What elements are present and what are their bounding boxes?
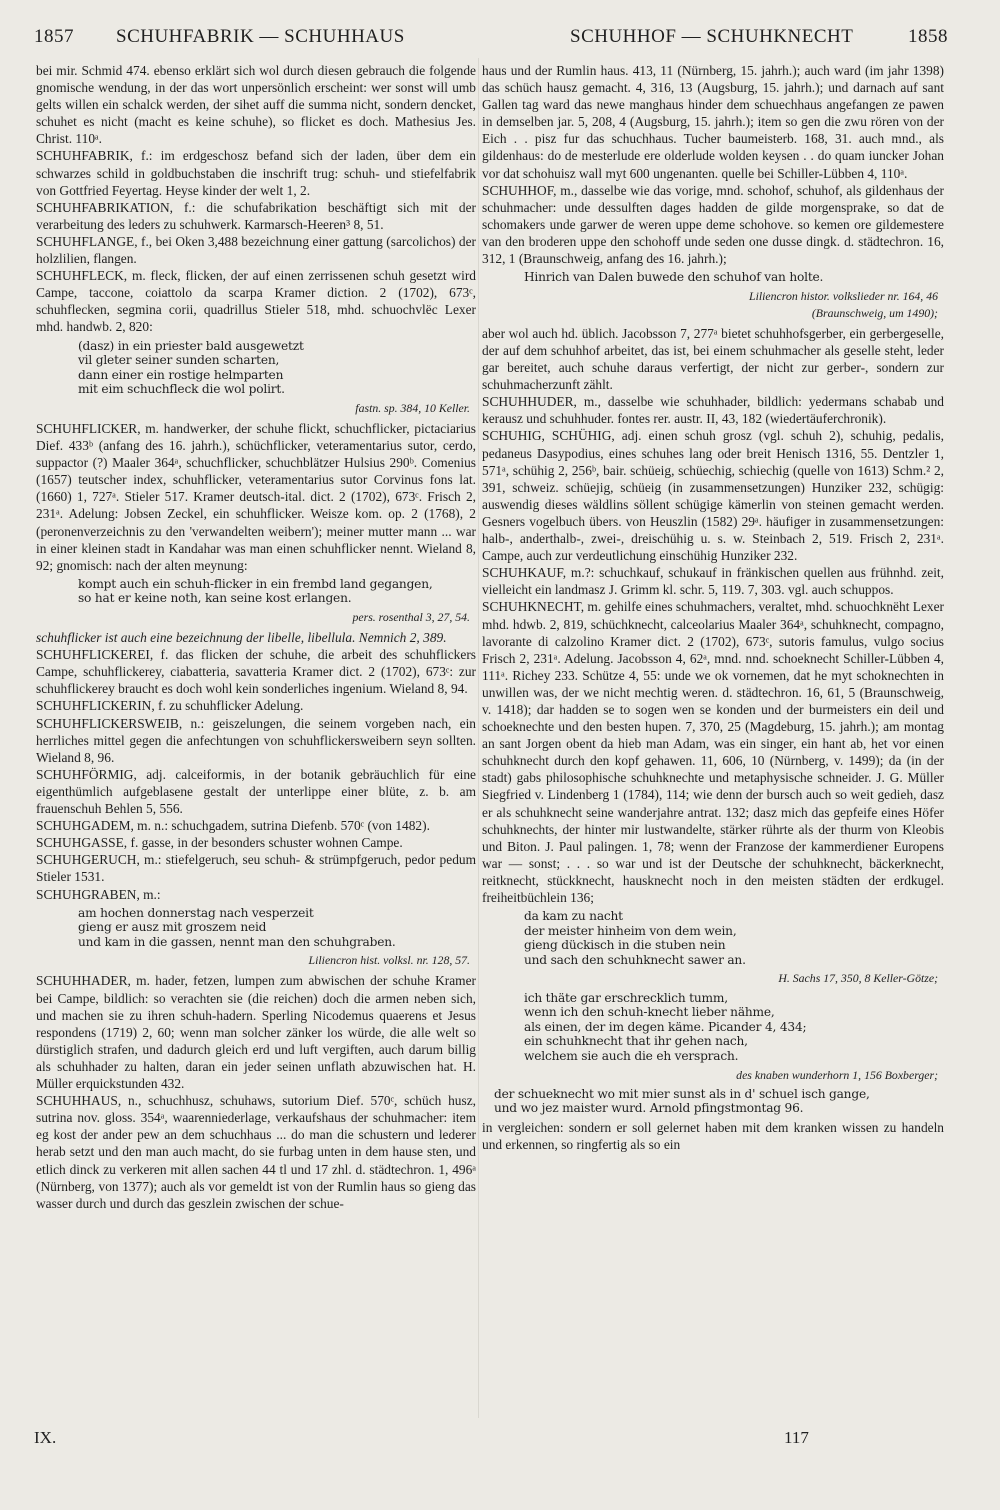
entry-text: bei mir. Schmid 474. ebenso erklärt sich wol durch diesen gebrauch die folgende gnomische wendung, in der das wort unpersönlich erscheint: wer sonst will umb gelts willen ein schalck werden, der sihet auff die summa nicht, sondern dencket, schuhet es nicht (macht es keine schuhe), so flicket es doch. Mathesius Jes. Christ. 110ᵃ. [36,63,476,147]
entry-schuhfoermig: SCHUHFÖRMIG, adj. calceiformis, in der botanik gebräuchlich für eine eigenthümlich aufgeblasene gestalt der unterlippe einer blüte, z. b. am frauenschuh Behlen 5, 556. [36,766,476,817]
entry-text: schuhflicker ist auch eine bezeichnung der libelle, libellula. Nemnich 2, 389. [36,630,447,646]
entry-schuhhaus: SCHUHHAUS, n., schuchhusz, schuhaws, sutorium Dief. 570ᶜ, schüch husz, sutrina nov. gloss. 354ᵃ, waarenniederlage, verkaufshaus der schuhmacher: item eg kost der ander pew an dem schuchhaus ... do man die schustern und lederer herab setzt und den man auch macht, do sie furbag unten in dem hause sten, und etlich dinck zu verkeren mit allen sachen 44 tl und 17 zhl. d. städtechron. 1, 496ᵃ (Nürnberg, von 1377); auch als vor gemeldt ist von der Rumlin haus so gieng das wasser durch und durch das geszlein zwischen der schue- [36,1093,476,1211]
page-number-left: 1857 [34,26,74,47]
entry-schuhfabrik: SCHUHFABRIK, f.: im erdgeschosz befand sich der laden, über dem ein schwarzes schild in goldbuchstaben die inschrift trug: schuh- und stiefelfabrik von Gottfried Feyertag. Heyse kinder der welt 1, 2. [36,148,476,198]
running-header [34,26,948,56]
quote-source: H. Sachs 17, 350, 8 Keller-Götze; [778,971,938,986]
entry-schuhflange: SCHUHFLANGE, f., bei Oken 3,488 bezeichnung einer gattung (sarcolichos) der holzlilien, flangen. [36,233,476,267]
verse-quote: kompt auch ein schuh-flicker in ein frembd land gegangen, so hat er keine noth, kan seine kost erlangen. [78,576,433,606]
sheet-number: 117 [784,1428,809,1447]
verse-quote: (dasz) in ein priester bald ausgewetzt vil gleter seiner sunden scharten, dann einer ein rostige helmparten mit eim schuchfleck die wol polirt. [78,338,304,397]
entry-text: in vergleichen: sondern er soll gelernet haben mit dem kranken wissen zu handeln und erkennen, so ringfertig als so ein [482,1119,944,1152]
entry-schuhfabrikation: SCHUHFABRIKATION, f.: die schufabrikation beschäftigt sich mit der verarbeitung des leders zu schuhwerk. Karmarsch-Heeren³ 8, 51. [36,199,476,232]
verse-quote: ich thäte gar erschrecklich tumm, wenn ich den schuh-knecht lieber nähme, als einen, der im degen käme. Picander 4, 434; ein schuhknecht that ihr gehen nach, welchem sie auch die eh versprach. [524,990,807,1063]
entry-schuhhuder: SCHUHHUDER, m., dasselbe wie schuhhader, bildlich: yedermans schabab und kerausz und schuhhuder. fontes rer. austr. II, 43, 182 (wiedertäuferchronik). [482,394,944,427]
verse-quote: am hochen donnerstag nach vesperzeit gieng er ausz mit groszem neid und kam in die gassen, nennt man den schuhgraben. [78,905,396,949]
quote-source: fastn. sp. 384, 10 Keller. [355,400,470,415]
right-column [482,62,944,1442]
entry-schuhknecht: SCHUHKNECHT, m. gehilfe eines schuhmachers, veraltet, mhd. schuochknëht Lexer mhd. hdwb. 2, 819, schüchknecht, calceolarius Maaler 364ᵃ, schuhknecht, compagno, lavorante di calzolino Kramer dict. 2 (1702), 673ᶜ, sutoris famulus, vulgo socius Frisch 2, 231ᵃ. Adelung. Jacobsson 4, 62ᵃ, mnd. nnd. schoeknecht Schiller-Lübben 4, 111ᵃ. Richey 233. Schütze 4, 55: unde we ok vornemen, dat he myt schoknechten in unwillen was, der we nicht mechtig weren. d. städtechron. 16, 61, 5 (Braunschweig, v. 1418); dar hadden se to sogen wen se konden und der burmeisters ein deil und schoeknechte und den besten hupen. 7, 370, 25 (Magdeburg, 15. jahrh.); am montag an sant Jorgen obent da hieb man Adam, was ein singer, ein hant ab, het vor einen schuhknecht durch den kopf gehawen. 11, 606, 10 (Nürnberg, v. 1499); da (in der stadt) gabs philosophische schuhknechte und metaphysische schneider. J. G. Müller Siegfried v. Lindenberg 1 (1784), 114; wie denn der bursch auch so weit gedieh, dasz er als schuhknecht seine wanderjahre antrat. 132; dasz mich das gepfeife eines Höfer schuhknechts, der hinter mir lustwandelte, stärker rührte als der thurm von Kleobis und Biton. J. Paul palingen. 1, 78; wenn der Franzose der kammerdiener Europens war — sonst; . . . so war und ist der Deutsche der schuhknecht, bäckerknecht, reitknecht, stückknecht, hausknecht noch in den meisten städten der erdkugel. freiheitbüchlein 136; [482,599,944,905]
quote-source: pers. rosenthal 3, 27, 54. [352,610,470,624]
entry-text: haus und der Rumlin haus. 413, 11 (Nürnberg, 15. jahrh.); auch ward (im jahr 1398) das schüch hausz gemacht. 4, 316, 13 (Augsburg, 15. jahrh.); und darnach auf sant Gallen tag ward das newe manghaus hinder dem schuechhaus angefangen ze pawen in demselben jar. 5, 208, 4 (Augsburg, 15. jahrh.); item so gen die zwu rören von der Eich . . pisz fur das schuchhaus. Tucher baumeisterb. 168, 31. auch mnd., als gildenhaus: do de mesterlude ere olderlude wolden keysen . . do quam iuncker Johan vor dat schohuisz wall myt 600 ungenanten. quelle bei Schiller-Lübben 4, 110ᵃ. [482,63,944,181]
entry-schuhfleck: SCHUHFLECK, m. fleck, flicken, der auf einen zerrissenen schuh gesetzt wird Campe, taccone, coiattolo da scarpa Kramer diction. 2 (1702), 673ᶜ, schuhflecken, segmina corii, quadrillus Stieler 518, mhd. schuochvlëc Lexer mhd. handwb. 2, 820: [36,268,476,335]
entry-schuhgeruch: SCHUHGERUCH, m.: stiefelgeruch, seu schuh- & strümpfgeruch, pedor pedum Stieler 1531. [36,852,476,885]
quote-source: des knaben wunderhorn 1, 156 Boxberger; [736,1067,938,1082]
entry-schuhflickersweib: SCHUHFLICKERSWEIB, n.: geiszelungen, die seinem vorgeben nach, ein herrliches mittel gegen die anfechtungen von schuhflickersweibern seyn sollten. Wieland 8, 96. [36,715,476,765]
entry-schuhflickerin: SCHUHFLICKERIN, f. zu schuhflicker Adelung. [36,698,304,714]
column-divider [478,58,479,1418]
verse-quote: Hinrich van Dalen buwede den schuhof van holte. [524,270,824,285]
left-column [36,62,476,1442]
quote-source: Liliencron histor. volkslieder nr. 164, 46 (Braunschweig, um 1490); [749,288,938,320]
entry-schuhkauf: SCHUHKAUF, m.?: schuchkauf, schukauf in fränkischen quellen aus frühnhd. zeit, vielleicht ein landmasz J. Grimm kl. schr. 5, 119. 7, 303. vgl. auch schuppos. [482,565,944,598]
header-title-right: SCHUHHOF — SCHUHKNECHT [570,26,854,47]
quote-source: Liliencron hist. volksl. nr. 128, 57. [308,953,470,968]
entry-schuhgraben: SCHUHGRABEN, m.: [36,886,161,902]
entry-schuhflicker: SCHUHFLICKER, m. handwerker, der schuhe flickt, schuchflicker, pictaciarius Dief. 433ᵇ (anfang des 16. jahrh.), schüchflicker, veteramentarius sutor, cerdo, suppactor (?) Maaler 364ᵃ, schuchflicker, schuchblätzer Hulsius 290ᵇ. Comenius (1657) teutscher index, schuhflicker, veteramentarius sutor Corvinus fons lat. (1660) 1, 727ᵃ. Stieler 517. Kramer deutsch-ital. dict. 2 (1702), 673ᶜ. Frisch 2, 231ᵃ. Adelung: Jobsen Zeckel, ein schuhflicker. Weisze kom. op. 2 (1768), 2 (peronenverzeichnis zu den 'verwandelten weibern'); meiner mutter mann ... war in einer kleinen stadt in Kandahar was man einen schuhflicker nennt. Wieland 8, 92; gnomisch: nach der alten meynung: [36,420,476,573]
entry-schuhhof: SCHUHHOF, m., dasselbe wie das vorige, mnd. schohof, schuhof, als gildenhaus der schuhmacher: unde dessulften dages hadden de gilde morgensprake, so dat de schomakers unde garwer de weren uppe deme schohove. so kemen ore gildemestere van den broderen uppe den schohoff unde seden one dusse dingk. d. städtechron. 16, 312, 1 (Braunschweig, anfang des 16. jahrh.); [482,182,944,267]
verse-quote: da kam zu nacht der meister hinheim von dem wein, gieng dückisch in die stuben nein und sach den schuhknecht sawer an. [524,909,746,967]
entry-schuhflickerei: SCHUHFLICKEREI, f. das flicken der schuhe, die arbeit des schuhflickers Campe, schuhflickerey, ciabatteria, savatteria Kramer dict. 2 (1702), 673ᶜ: zur schuhflickerey braucht es doch wohl kein sonderliches ingenium. Wieland 8, 94. [36,647,476,697]
verse-quote: der schueknecht wo mit mier sunst als in d' schuel isch gange, und wo jez maister wurd. Arnold pfingstmontag 96. [494,1086,870,1116]
page-number-right: 1858 [908,26,948,47]
entry-schuhig: SCHUHIG, SCHÜHIG, adj. einen schuh grosz (vgl. schuh 2), schuhig, pedalis, pedaneus Dasypodius, eines schuhes lang oder breit Henisch 1316, 55. Dentzler 1, 571ᵃ, schühig 2, 256ᵇ, bair. schüeig, schüechig, schiechig (quelle von 1613) Schm.² 2, 391, schweiz. schüejig, schüeig (in zusammensetzungen) Hunziker 232, schügig: auswendig dieses wäldlins söllent schügige kämerlin von steinen gemacht werden. Gesners vogelbuch übers. von Heuszlin (1582) 29ᵃ. häufiger in zusammensetzungen: halb-, anderthalb-, zwei-, dreischühig u. s. w. Steinbach 2, 519. Frisch 2, 231ᵃ. Campe, auch zur verdeutlichung einschühig Hunziker 232. [482,428,944,564]
entry-schuhgasse: SCHUHGASSE, f. gasse, in der besonders schuster wohnen Campe. [36,835,403,851]
entry-schuhhader: SCHUHHADER, m. hader, fetzen, lumpen zum abwischen der schuhe Kramer bei Campe, bildlich: so verachten sie (die reichen) doch die armen neben sich, und machen sie zu ihren schuh-hadern. Sperling Nicodemus quaerens et Jesus respondens (1719) 2, 60; wenn man solcher zänker los würde, die alle welt so dürstiglich strafen, und dadurch gleich erd und luft vergiften, auch darum billig als schuhhader zu halten, daran ein jeder seinen unflath abzuwischen hat. H. Müller erquickstunden 432. [36,973,476,1092]
entry-schuhgadem: SCHUHGADEM, m. n.: schuchgadem, sutrina Diefenb. 570ᶜ (von 1482). [36,818,430,834]
signature-mark: IX. [34,1428,57,1447]
entry-text: aber wol auch hd. üblich. Jacobsson 7, 277ᵃ bietet schuhhofsgerber, ein gerbergeselle, der auf dem schuhhof arbeitet, das ist, bei einem schuhmacher als geselle steht, leder gar bereitet, auch schuhe daraus verfertigt, der nicht zur gerber-, sondern zur schuhmacherzunft zählt. [482,325,944,393]
header-title-left: SCHUHFABRIK — SCHUHHAUS [116,26,405,47]
